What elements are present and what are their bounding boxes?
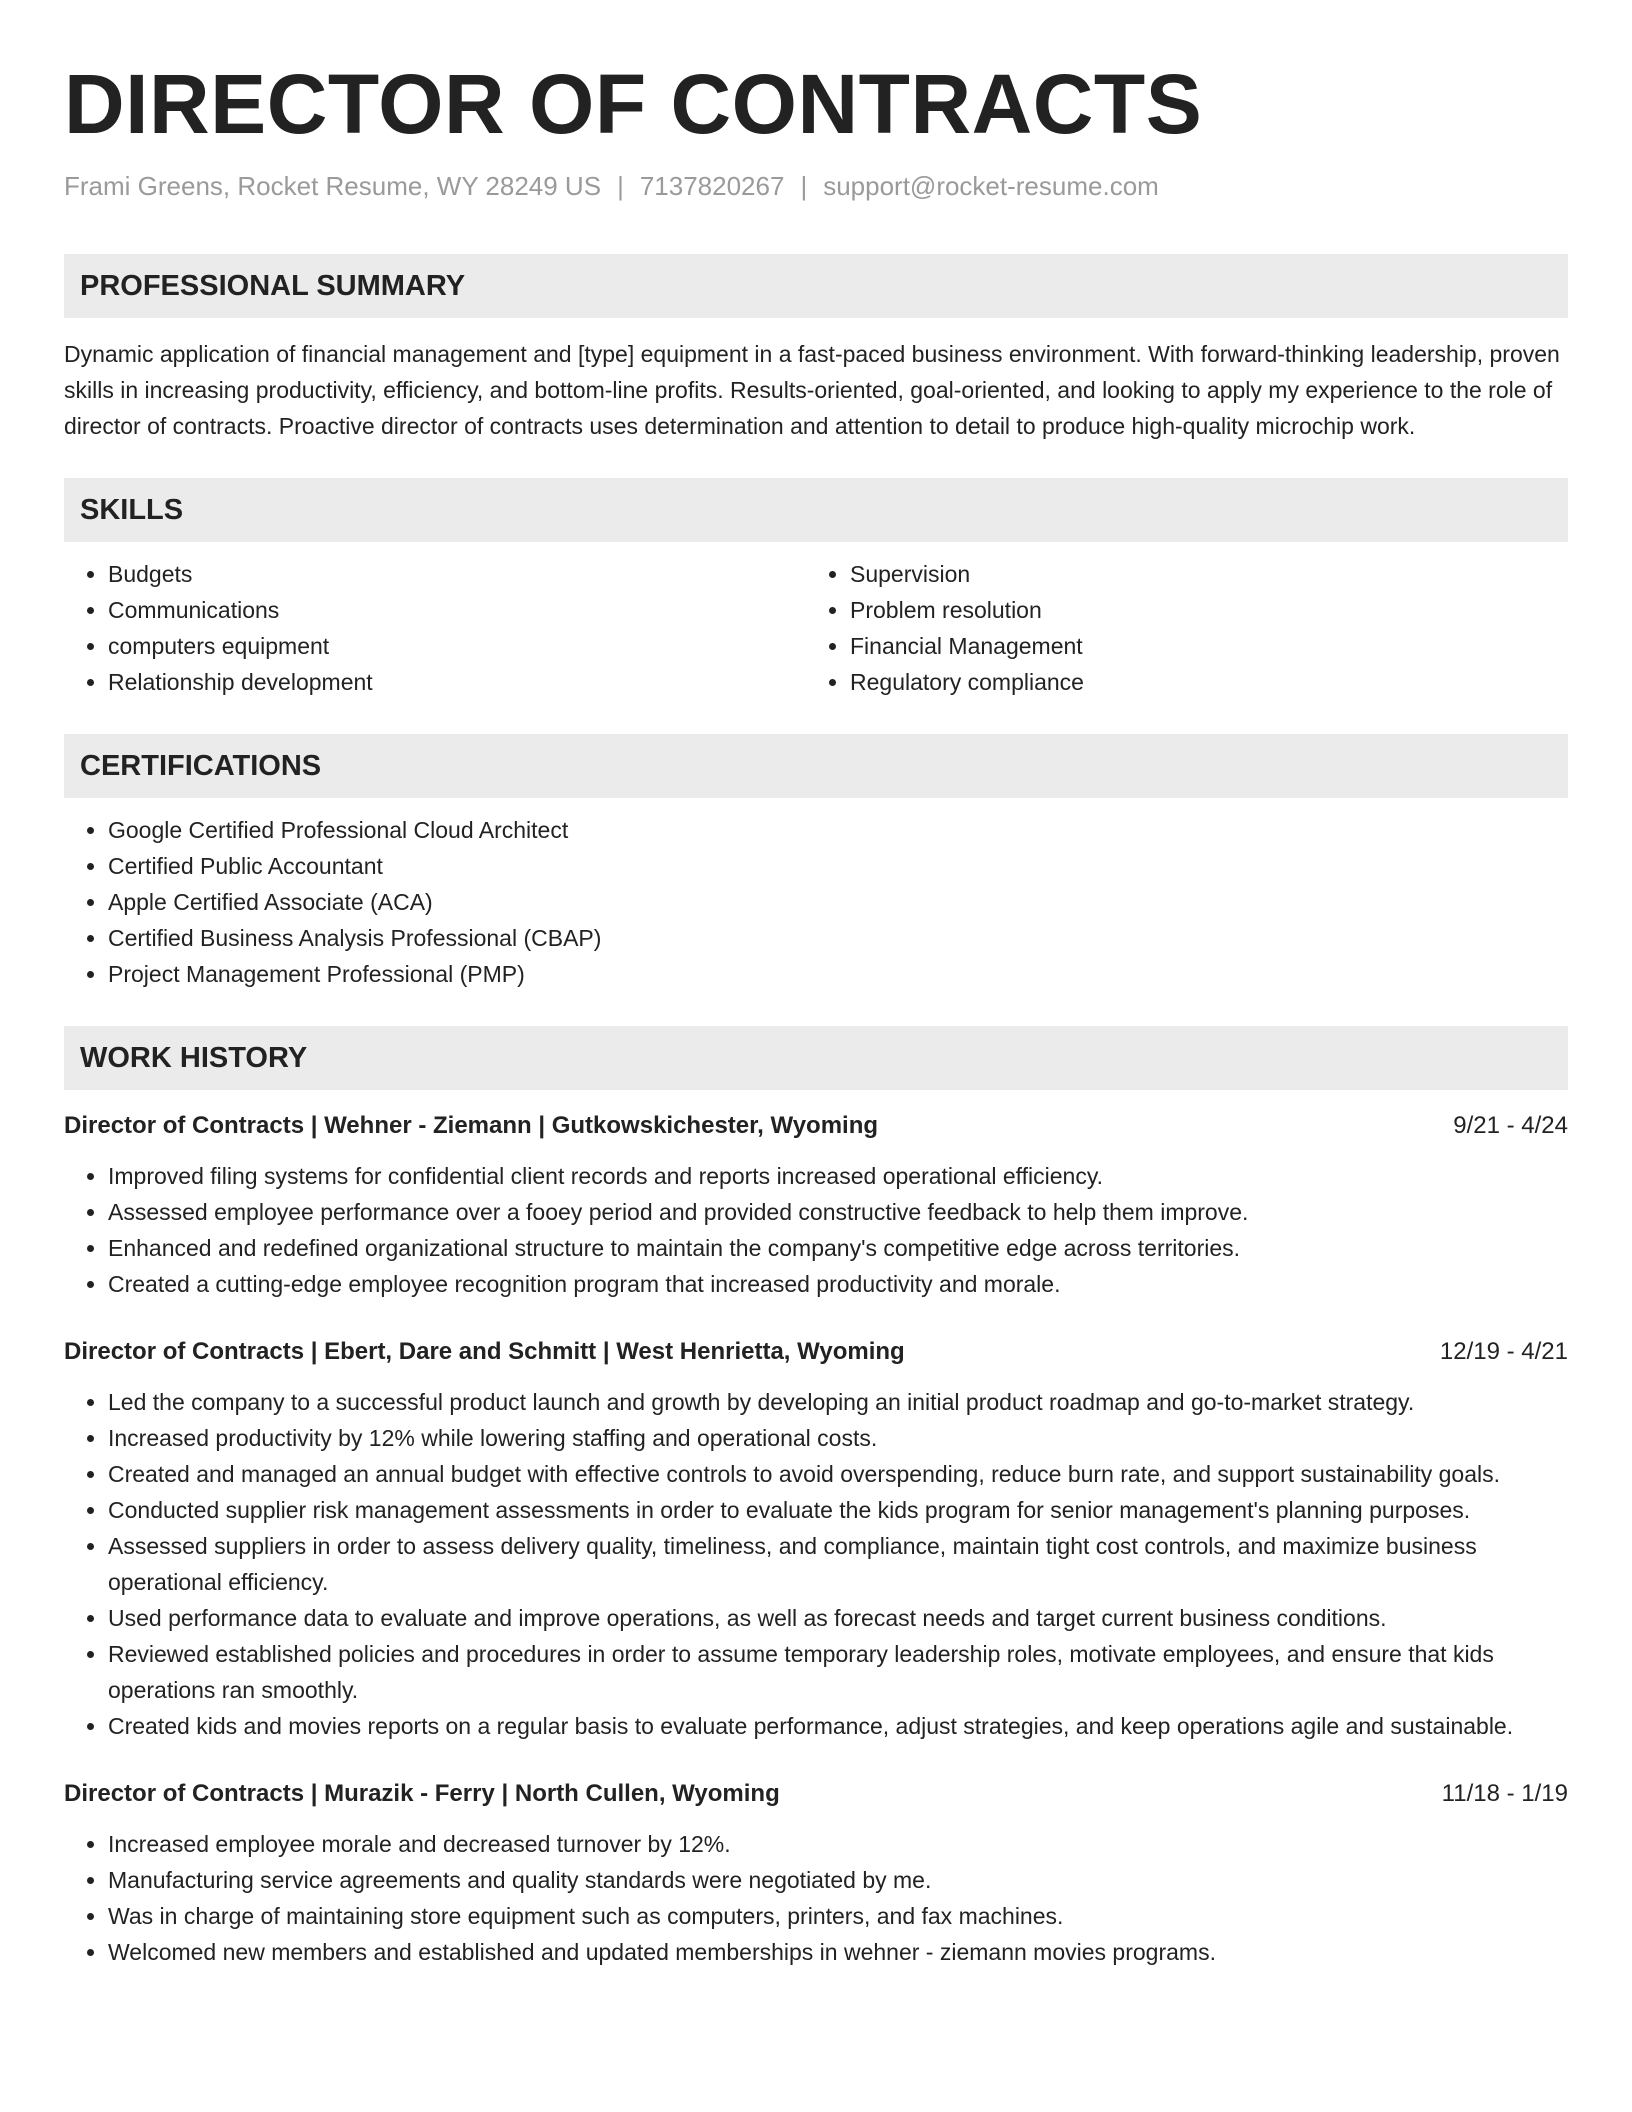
resume-title: DIRECTOR OF CONTRACTS (64, 57, 1203, 151)
skill-item: • Supervision (850, 556, 1548, 592)
job-title: Director of Contracts | Murazik - Ferry | North Cullen, Wyoming (64, 1780, 780, 1807)
summary-heading: PROFESSIONAL SUMMARY (64, 254, 1568, 318)
job-dates: 12/19 - 4/21 (1439, 1338, 1568, 1365)
contact-email: support@rocket-resume.com (823, 171, 1159, 201)
contact-phone: 7137820267 (639, 171, 785, 201)
job-bullet: • Used performance data to evaluate and improve operations, as well as forecast needs and target current business conditions. (108, 1600, 1568, 1636)
skills-columns (64, 542, 1568, 700)
summary-text: Dynamic application of financial management and [type] equipment in a fast-paced business environment. With forward-thinking leadership, proven skills in increasing productivity, efficiency, and bottom-line profits. Results-oriented, goal-oriented, and looking to apply my experience to the role of director of contracts. Proactive director of contracts uses determination and attention to detail to produce high-quality microchip work. (64, 341, 1560, 439)
job-entry (64, 1776, 1568, 1970)
contact-separator: | (800, 171, 808, 201)
job-bullet: • Created a cutting-edge employee recognition program that increased productivity and morale. (108, 1266, 1568, 1302)
skills-list-left (64, 556, 806, 700)
job-bullet: • Was in charge of maintaining store equipment such as computers, printers, and fax machines. (108, 1898, 1568, 1934)
certification-item: • Google Certified Professional Cloud Architect (108, 812, 1568, 848)
job-bullet: • Increased productivity by 12% while lowering staffing and operational costs. (108, 1420, 1568, 1456)
skill-item: • Regulatory compliance (850, 664, 1548, 700)
certifications-heading: CERTIFICATIONS (64, 734, 1568, 798)
skill-item: • Relationship development (108, 664, 806, 700)
job-title: Director of Contracts | Ebert, Dare and Schmitt | West Henrietta, Wyoming (64, 1338, 905, 1365)
job-bullet: • Led the company to a successful product launch and growth by developing an initial product roadmap and go-to-market strategy. (108, 1384, 1568, 1420)
contact-separator: | (617, 171, 624, 201)
certifications-list (64, 812, 1568, 992)
job-bullet: • Manufacturing service agreements and quality standards were negotiated by me. (108, 1862, 1568, 1898)
job-bullets (64, 1826, 1568, 1970)
contact-address: Frami Greens, Rocket Resume, WY 28249 US (64, 171, 602, 201)
contact-line (64, 168, 1568, 204)
certification-item: • Certified Business Analysis Professional (CBAP) (108, 920, 1568, 956)
job-bullet: • Assessed suppliers in order to assess delivery quality, timeliness, and compliance, maintain tight cost controls, and maximize business operational efficiency. (108, 1528, 1568, 1600)
job-dates: 9/21 - 4/24 (1453, 1112, 1568, 1139)
job-bullet: • Increased employee morale and decreased turnover by 12%. (108, 1826, 1568, 1862)
job-bullet: • Conducted supplier risk management assessments in order to evaluate the kids program for senior management's planning purposes. (108, 1492, 1568, 1528)
resume-page (64, 0, 1568, 1970)
job-bullet: • Welcomed new members and established and updated memberships in wehner - ziemann movies programs. (108, 1934, 1568, 1970)
skill-item: • Budgets (108, 556, 806, 592)
job-bullet: • Reviewed established policies and procedures in order to assume temporary leadership roles, motivate employees, and ensure that kids operations ran smoothly. (108, 1636, 1568, 1708)
work-history-heading: WORK HISTORY (64, 1026, 1568, 1090)
certification-item: • Apple Certified Associate (ACA) (108, 884, 1568, 920)
job-dates: 11/18 - 1/19 (1441, 1780, 1568, 1807)
job-bullet: • Created kids and movies reports on a regular basis to evaluate performance, adjust strategies, and keep operations agile and sustainable. (108, 1708, 1568, 1744)
skill-item: • Problem resolution (850, 592, 1548, 628)
job-bullets (64, 1384, 1568, 1744)
certification-item: • Certified Public Accountant (108, 848, 1568, 884)
skills-heading: SKILLS (64, 478, 1568, 542)
job-bullet: • Enhanced and redefined organizational structure to maintain the company's competitive edge across territories. (108, 1230, 1568, 1266)
job-title: Director of Contracts | Wehner - Ziemann | Gutkowskichester, Wyoming (64, 1112, 879, 1139)
skill-item: • computers equipment (108, 628, 806, 664)
job-bullet: • Improved filing systems for confidential client records and reports increased operational efficiency. (108, 1158, 1568, 1194)
job-bullets (64, 1158, 1568, 1302)
job-header (64, 1108, 1568, 1144)
job-header (64, 1334, 1568, 1370)
job-header (64, 1776, 1568, 1812)
skill-item: • Financial Management (850, 628, 1548, 664)
skill-item: • Communications (108, 592, 806, 628)
skills-list-right (806, 556, 1548, 700)
job-bullet: • Created and managed an annual budget with effective controls to avoid overspending, reduce burn rate, and support sustainability goals. (108, 1456, 1568, 1492)
certification-item: • Project Management Professional (PMP) (108, 956, 1568, 992)
job-entry (64, 1108, 1568, 1302)
job-entry (64, 1334, 1568, 1744)
job-bullet: • Assessed employee performance over a fooey period and provided constructive feedback to help them improve. (108, 1194, 1568, 1230)
